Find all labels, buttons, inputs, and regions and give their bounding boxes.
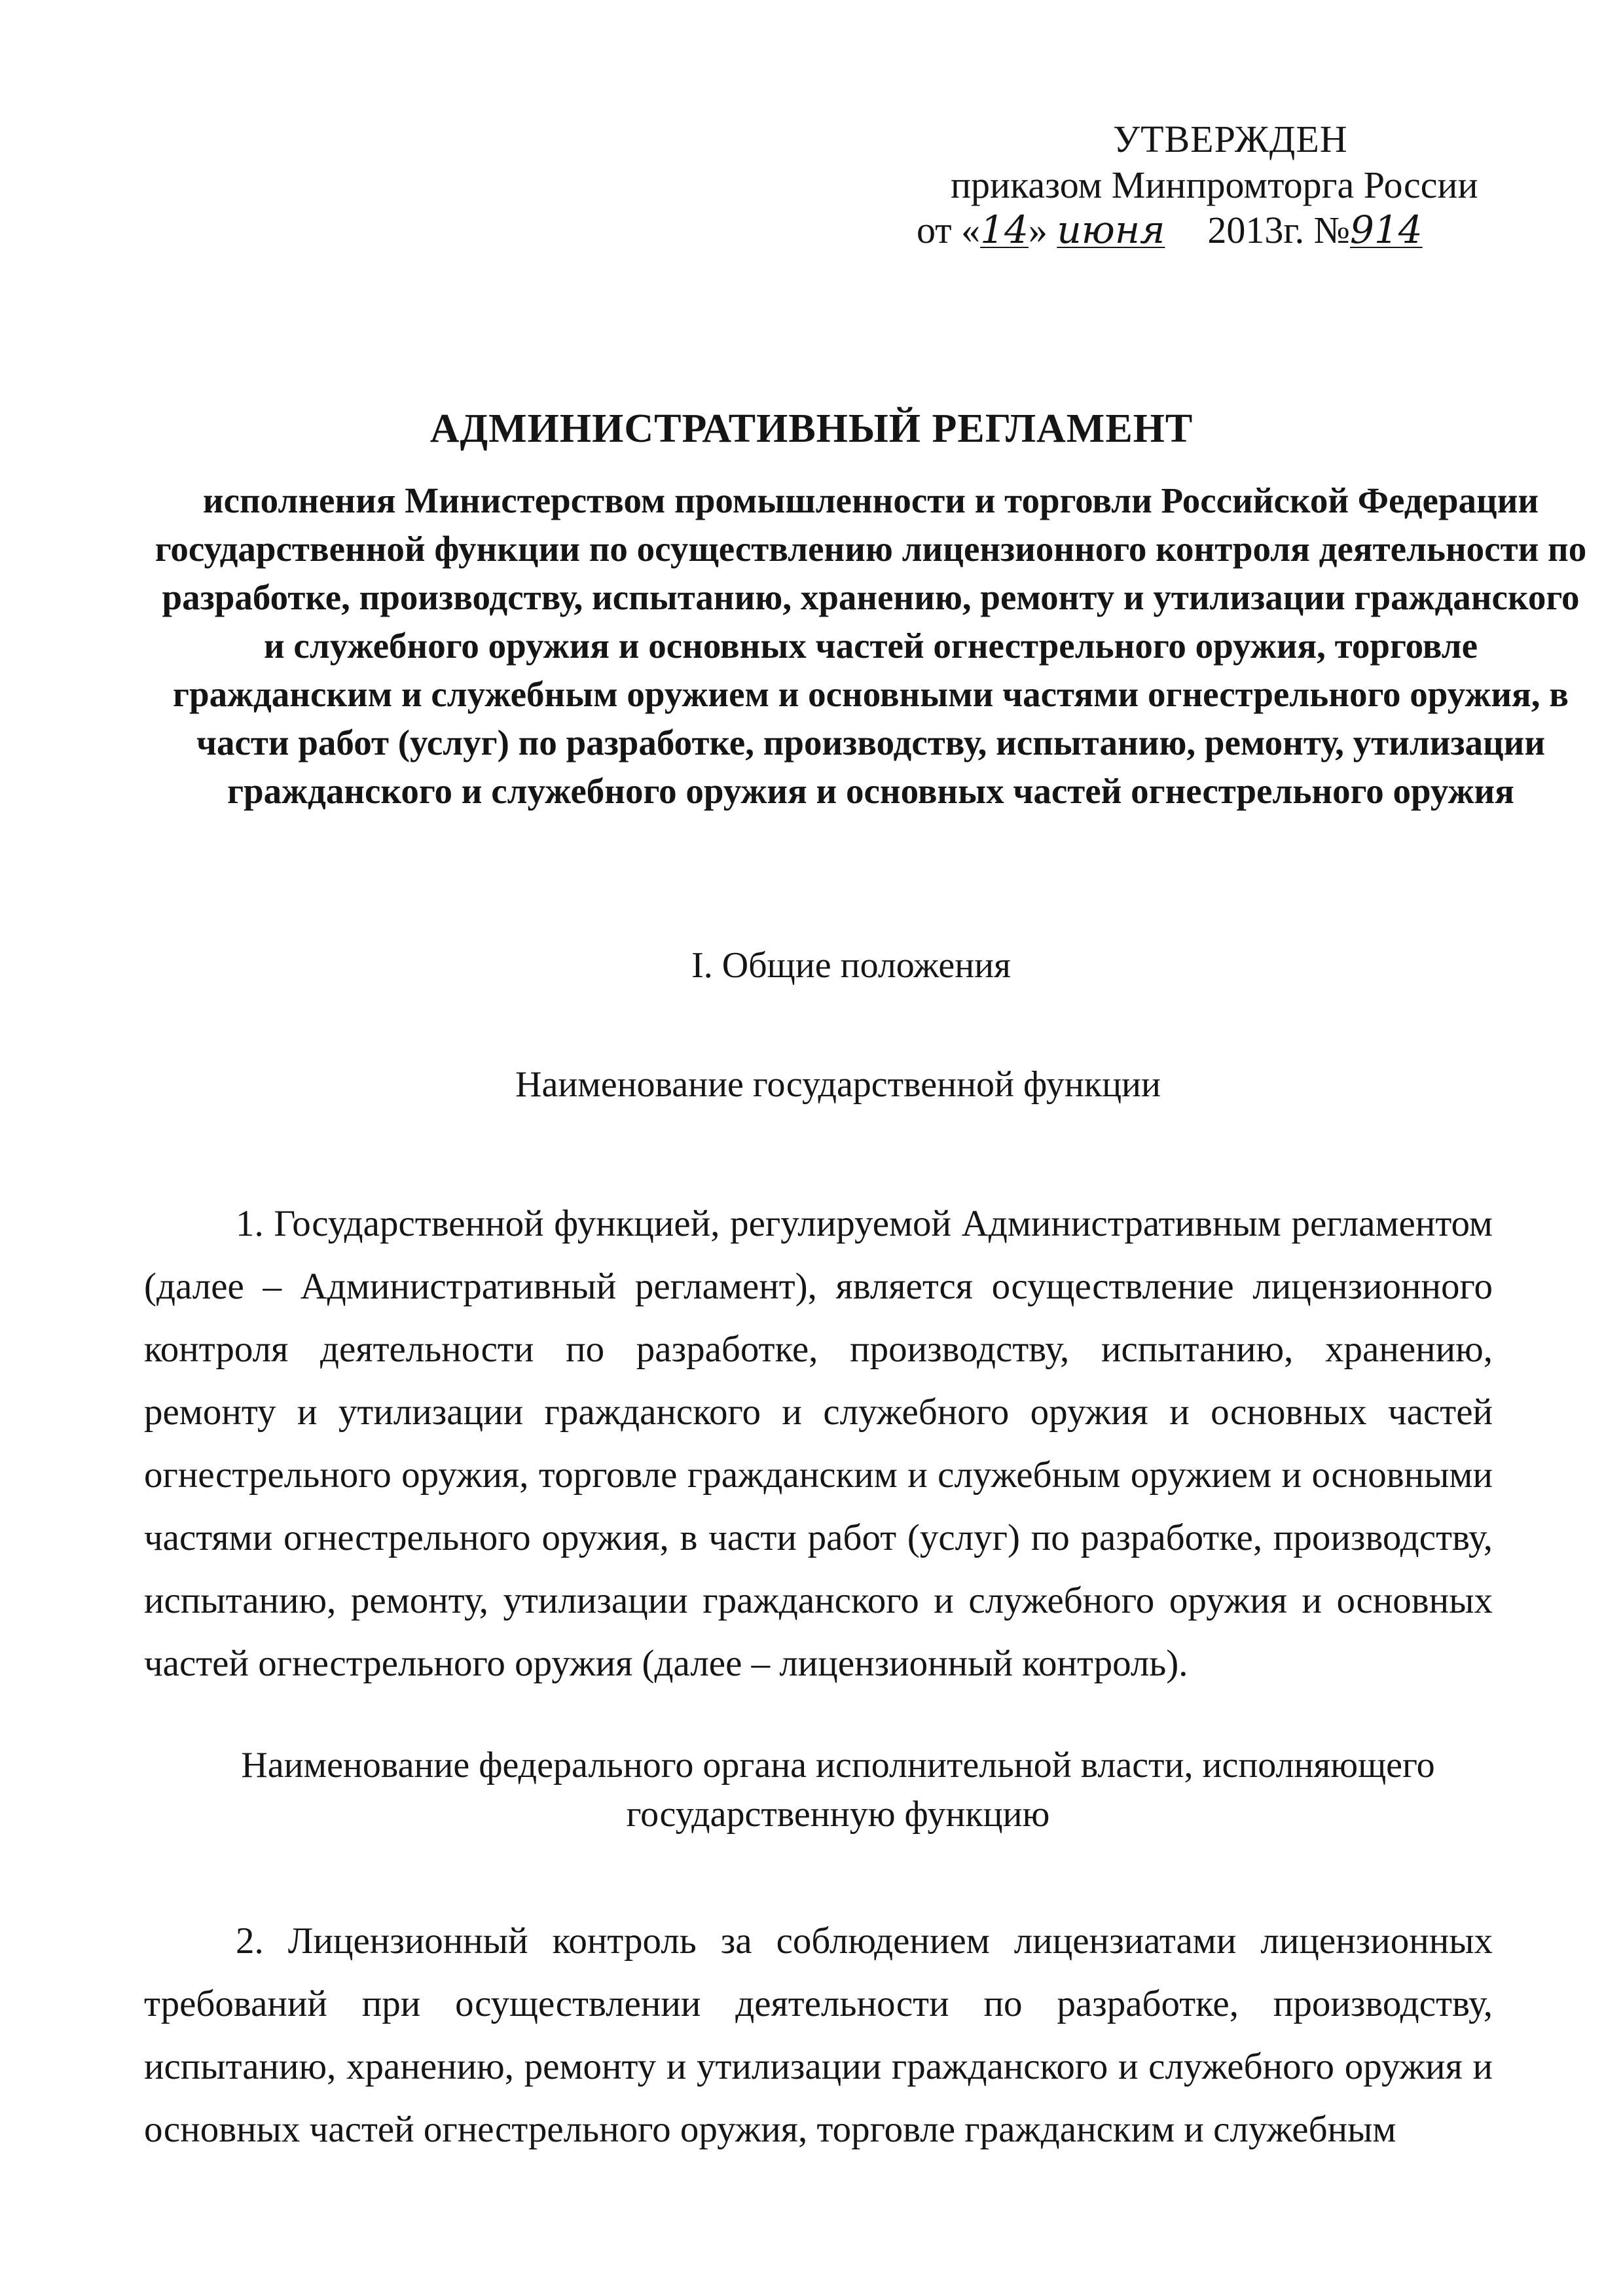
handwritten-day: 14: [980, 207, 1029, 253]
section-heading-function-name: Наименование государственной функции: [515, 1064, 1161, 1105]
document-title: АДМИНИСТРАТИВНЫЙ РЕГЛАМЕНТ: [429, 406, 1194, 451]
section-heading-authority-name: Наименование федерального органа исполнительной власти, исполняющего государственную функцию: [241, 1745, 1435, 1835]
year-suffix: 2013г. №: [1207, 209, 1350, 252]
paragraph-1: 1. Государственной функцией, регулируемой Административным регламентом (далее – Административный регламент), является осуществление лицензионного контроля деятельности по разработке, производству, испытанию, хранению, ремонту и утилизации гражданского и служебного оружия и основных частей огнестрельного оружия, торговле гражданским и служебным оружием и основными частями огнестрельного оружия, в части работ (услуг) по разработке, производству, испытанию, ремонту, утилизации гражданского и служебного оружия и основных частей огнестрельного оружия (далее – лицензионный контроль).: [144, 1203, 1493, 1684]
date-prefix: от «: [917, 209, 981, 252]
handwritten-number: 914: [1350, 207, 1423, 253]
approval-line: приказом Минпромторга России: [951, 163, 1478, 206]
document-subtitle: исполнения Министерством промышленности и торговли Российской Федерации государственной функции по осуществлению лицензионного контроля деятельности по разработке, производству, испытанию, хранению, ремонту и утилизации гражданского и служебного оружия и основных частей огнестрельного оружия, торговле гражданским и служебным оружием и основными частями огнестрельного оружия, в части работ (услуг) по разработке, производству, испытанию, ремонту, утилизации гражданского и служебного оружия и основных частей огнестрельного оружия: [155, 480, 1587, 811]
date-mid: »: [1028, 209, 1048, 252]
section-heading-general: I. Общие положения: [691, 945, 1011, 986]
paragraph-2: 2. Лицензионный контроль за соблюдением лицензиатами лицензионных требований при осуществлении деятельности по разработке, производству, испытанию, хранению, ремонту и утилизации гражданского и служебного оружия и основных частей огнестрельного оружия, торговле гражданским и служебным: [144, 1920, 1493, 2150]
approval-date: [917, 207, 1506, 253]
handwritten-month: июня: [1057, 207, 1165, 253]
approval-title: УТВЕРЖДЕН: [1113, 118, 1348, 160]
approval-stamp: [851, 117, 1506, 253]
